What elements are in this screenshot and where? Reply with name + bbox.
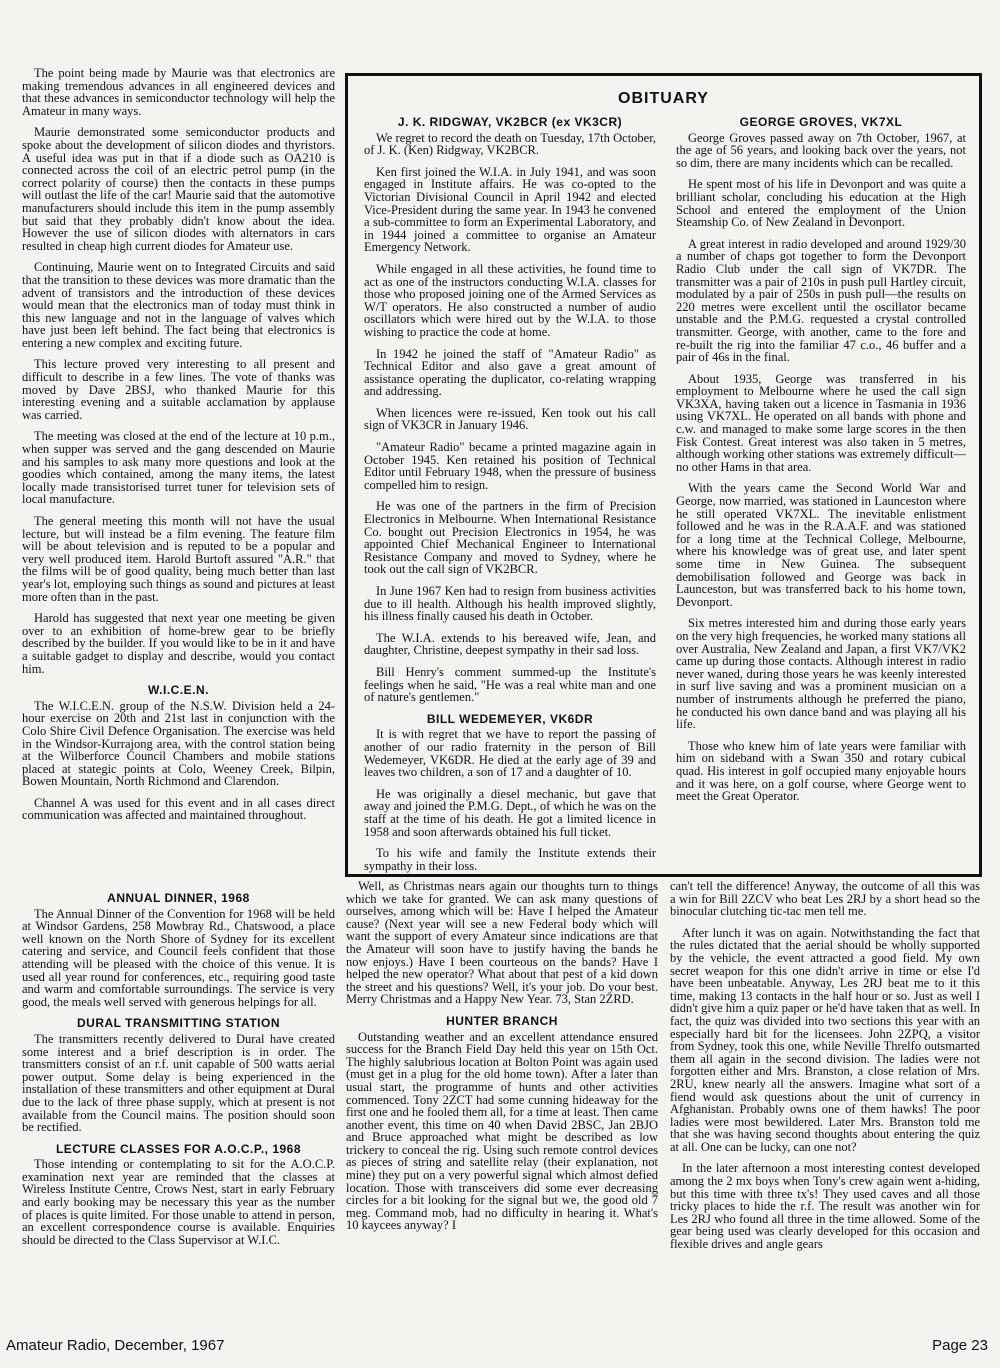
obituary-paragraph: Those who knew him of late years were familiar with him on sideband with a Swan 350 and rotary cubical quad. His interest in golf occupied many enjoyable hours and it was here, on a golf course, where George went to meet the Great Operator. xyxy=(676,738,966,804)
article-paragraph: The transmitters recently delivered to Dural have created some interest and a brief description is in order. The transmitters consist of an r.f. unit capable of 500 watts aerial power output. Some delay is being experienced in the installation of these transmitters and other equipment at Dural due to the lack of three phase supply, which at present is not available from the Council mains. The position should soon be rectified. xyxy=(22,1031,335,1135)
obituary-paragraph: About 1935, George was transferred in his employment to Melbourne where he used the call sign VK3XA, having taken out a licence in Tasmania in 1936 using VK7XL. He operated on all bands with phone and c.w. and managed to make some large scores in the then Fisk Contest. Great interest was also taken in 5 metres, although working other stations was extremely difficult—no other Hams in that area. xyxy=(676,371,966,474)
article-paragraph: In the later afternoon a most interesting contest developed among the 2 mx boys when Tony's crew again went a-hiding, but this time with three tx's! They used caves and all those tricky places to hide the r.f. The result was another win for Les 2RJ who found all three in the time allowed. Some of the gear being used was clearly developed for this occasion and flexible drives and angle gears xyxy=(670,1161,980,1252)
article-paragraph: Well, as Christmas nears again our thoughts turn to things which we take for granted. We can ask many questions of ourselves, among which will be: Have I helped the Amateur cause? (Next year will see a new Federal body which will want the support of every Amateur since indications are that the Amateur will soon have to justify having the bands he now enjoys.) Have I been courteous on the bands? Have I helped the new operator? What about that pest of a kid down the street and his questions? Well, it's your job. Do your best. Merry Christmas and a Happy New Year. 73, Stan 2ZRD. xyxy=(346,879,658,1007)
obituary-paragraph: With the years came the Second World War and George, now married, was stationed in Launceston where he still operated VK7XL. The inevitable enlistment followed and he was in the R.A.A.F. and was stationed for a long time at the Technical College, Melbourne, where his knowledge was of great use, and later spent some time in New Guinea. The subsequent demobilisation followed and George was back in Launceston, but was transferred back to his home town, Devonport. xyxy=(676,481,966,609)
obituary-box xyxy=(345,73,982,877)
article-paragraph: Channel A was used for this event and in all cases direct communication was affected and maintained throughout. xyxy=(22,795,335,823)
article-paragraph: Outstanding weather and an excellent attendance ensured success for the Branch Field Day held this year on 15th Oct. The highly salubrious location at Bolton Point was again used (must get in a plug for the old home town). After a later than usual start, the programme of hunts and other activities commenced. Tony 2ZCT had some cunning hideaway for the first one and he fooled them all, for a time at least. Then came another event, this time on 40 when David 2BSC, Jan 2BJO and Bruce approached what might be described as low trickery to conceal the rig. Using such remote control devices as pieces of string and satellite relay (their explanation, not mine) they put on a very powerful signal which almost defied location. Those with transceivers did some ever decreasing circles for a bit looking for the signal but we, the good old 7 meg. Command mob, had no difficulty in hearing it. What's 10 kaycees anyway? I xyxy=(346,1029,658,1233)
obituary-paragraph: Ken first joined the W.I.A. in July 1941, and was soon engaged in Institute affairs. He was co-opted to the Victorian Divisional Council in April 1942 and elected Vice-President during the same year. In 1943 he convened a sub-committee to form an Experimental Laboratory, and in 1944 joined a committee to organise an Amateur Emergency Network. xyxy=(364,164,656,255)
wicen-heading: W.I.C.E.N. xyxy=(147,683,209,698)
obituary-paragraph: The W.I.A. extends to his bereaved wife, Jean, and daughter, Christine, deepest sympathy in their sad loss. xyxy=(364,630,656,658)
obituary-paragraph: Bill Henry's comment summed-up the Institute's feelings when he said, "He was a real white man and one of nature's gentlemen." xyxy=(364,664,656,705)
wedemeyer-heading: BILL WEDEMEYER, VK6DR xyxy=(426,711,594,726)
right-column xyxy=(670,880,980,1260)
article-paragraph: Those intending or contemplating to sit for the A.O.C.P. examination next year are reminded that the classes at Wireless Institute Centre, Crows Nest, start in early February and early booking may be necessary this year as the number of places is quite limited. For those unable to attend in person, an excellent correspondence course is available. Enquiries should be directed to the Class Supervisor at W.I.C. xyxy=(22,1157,335,1247)
obituary-paragraph: It is with regret that we have to report the passing of another of our radio fraternity in the person of Bill Wedemeyer, VK6DR. He died at the early age of 39 and leaves two children, a son of 17 and a daughter of 10. xyxy=(364,727,656,780)
article-paragraph: The point being made by Maurie was that electronics are making tremendous advances in all engineered devices and that these advances in semiconductor technology will help the Amateur in many ways. xyxy=(22,66,335,118)
article-paragraph: The W.I.C.E.N. group of the N.S.W. Division held a 24-hour exercise on 20th and 21st last in conjunction with the Colo Shire Civil Defence Organisation. The exercise was held in the Windsor-Kurrajong area, with the control station being at the Wilberforce Council Chambers and mobile stations placed at stategic points at Colo, Weeney Creek, Bilpin, Bowen Mountain, North Richmond and Clarendon. xyxy=(22,698,335,789)
obituary-paragraph: Six metres interested him and during those early years on the very high frequencies, he worked many stations all over Australia, New Zealand and Japan, a first VK7/VK2 came up during those contacts. Although interest in radio never waned, during those years he was keenly interested in surf live saving and was a prominent musician on a number of instruments although he preferred the piano, he conducted his own dance band and was playing all his life. xyxy=(676,616,966,732)
left-column xyxy=(22,67,335,831)
obituary-paragraph: A great interest in radio developed and around 1929/30 a number of chaps got together to form the Devonport Radio Club under the call sign of VK7DR. The transmitter was a pair of 210s in push pull Hartley circuit, modulated by a pair of 250s in push pull—the results on 220 metres were excellent until the oscillator became unstable and the P.M.G. requested a crystal controlled transmitter. George, with another, came to the fore and re-built the rig into the familiar 47 c.o., 46 buffer and a pair of 46s in the final. xyxy=(676,236,966,365)
obituary-paragraph: In June 1967 Ken had to resign from business activities due to ill health. Although his health improved slightly, his illness finally caused his death in October. xyxy=(364,584,656,624)
obituary-paragraph: In 1942 he joined the staff of "Amateur Radio" as Technical Editor and also gave a great amount of assistance operating the duplicator, co-relating wrapping and addressing. xyxy=(364,346,656,399)
groves-heading: GEORGE GROVES, VK7XL xyxy=(739,115,903,129)
middle-column xyxy=(346,880,658,1241)
obituary-title: OBITUARY xyxy=(618,90,709,107)
obituary-paragraph: He was originally a diesel mechanic, but gave that away and joined the P.M.G. Dept., of which he was on the staff at the time of his death. He got a limited licence in 1958 and soon afterwards obtained his full ticket. xyxy=(364,786,656,839)
article-paragraph: The meeting was closed at the end of the lecture at 10 p.m., when supper was served and the gang descended on Maurie and his samples to ask many more questions and look at the goodies which contained, among the many items, the latest locally made transistorised turret tuner for television sets of local manufacture. xyxy=(22,429,335,507)
dinner-heading: ANNUAL DINNER, 1968 xyxy=(107,891,250,905)
article-paragraph: After lunch it was on again. Notwithstanding the fact that the rules dictated that the aerial should be wholly supported by the vehicle, the event attracted a good field. My own secret weapon for this one didn't arrive in time or else I'd have been unbeatable. Anyway, Les 2RJ beat me to it this time, making 13 contacts in the half hour or so. Just as well I didn't give him a quiz paper or he'd have taken that as well. In fact, the quiz was divided into two sections this year with an especially hard bit for the licensees. John 2ZPQ, a visitor from Sydney, took this one, while Neville Threlfo outsmarted them all again in the second division. The ladies were not forgotten either and Mrs. Branston, a close relation of Mrs. 2RU, knew nearly all the answers. Imagine what sort of a fiend would ask questions about the unit of currency in Afghanistan. Probably owns one of them hawks! The poor ladies were most bewildered. Later Mrs. Branston told me that she was having second thoughts about entering the quiz at all. One can be lucky, can one not? xyxy=(670,925,980,1154)
article-paragraph: The general meeting this month will not have the usual lecture, but will instead be a film evening. The feature film will be about television and is reputed to be a popular and very well produced item. Harold Burtoft assured "A.R." that the films will be of good quality, being much better than last year's lot, employing such things as sound and pictures at least more often than in the past. xyxy=(22,514,335,604)
article-paragraph: This lecture proved very interesting to all present and difficult to describe in a few lines. The vote of thanks was moved by Dave 2BSJ, who thanked Maurie for this interesting evening and a suitable acclamation by applause was carried. xyxy=(22,357,335,422)
obituary-paragraph: "Amateur Radio" became a printed magazine again in October 1945. Ken retained his position of Technical Editor until February 1948, when the pressure of business compelled him to resign. xyxy=(364,440,656,492)
hunter-heading: HUNTER BRANCH xyxy=(446,1013,558,1028)
article-paragraph: Maurie demonstrated some semiconductor products and spoke about the development of silicon diodes and thyristors. A useful idea was put in that if a diode such as OA210 is connected across the coil of an electric petrol pump (in the correct polarity of course) then the contacts in these pumps will outlast the life of the car! Maurie said that the automotive manufacturers should include this item in the pump assembly but said that they probably didn't know about the idea. However the use of silicon diodes with alternators in cars resulted in cheap high current diodes for Amateur use. xyxy=(22,125,335,253)
article-paragraph: can't tell the difference! Anyway, the outcome of all this was a win for Bill 2ZCV who beat Les 2RJ by a short head so the binocular clutching tic-tac men tell me. xyxy=(670,879,980,919)
obituary-left-column xyxy=(364,110,656,881)
obituary-paragraph: When licences were re-issued, Ken took out his call sign of VK3CR in January 1946. xyxy=(364,405,656,433)
article-paragraph: Continuing, Maurie went on to Integrated Circuits and said that the transition to these devices was more dramatic than the advent of transistors and the introduction of these devices would mean that the electronics man of today must think in this new language and not in the language of valves which have just been left behind. The fact being that electronics is entering a new complex and exciting future. xyxy=(22,260,335,350)
obituary-paragraph: George Groves passed away on 7th October, 1967, at the age of 56 years, and looking back over the years, not so dim, there are many incidents which can be recalled. xyxy=(676,130,966,170)
obituary-paragraph: He spent most of his life in Devonport and was quite a brilliant scholar, concluding his education at the High School and entered the employment of the Union Steamship Co. of New Zealand in Devonport. xyxy=(676,177,966,230)
footer-page-number: Page 23 xyxy=(932,1337,988,1354)
obituary-paragraph: He was one of the partners in the firm of Precision Electronics in Melbourne. When International Resistance Co. bought out Precision Electronics in 1954, he was appointed Chief Mechanical Engineer to International Resistance Company and moved to Sydney, where he took out the call sign of VK2BCR. xyxy=(364,499,656,577)
obituary-right-column xyxy=(676,110,966,812)
obituary-paragraph: We regret to record the death on Tuesday, 17th October, of J. K. (Ken) Ridgway, VK2BCR. xyxy=(364,130,656,158)
obituary-paragraph: To his wife and family the Institute extends their sympathy in their loss. xyxy=(364,846,656,873)
footer-publication: Amateur Radio, December, 1967 xyxy=(6,1337,225,1354)
obituary-paragraph: While engaged in all these activities, he found time to act as one of the instructors conducting W.I.A. classes for those who proposed joining one of the Armed Services as W/T operators. He also constructed a number of audio oscillators which were hired out by the W.I.A. to those wishing to practice the code at home. xyxy=(364,261,656,339)
dural-heading: DURAL TRANSMITTING STATION xyxy=(77,1016,280,1031)
lower-left-column xyxy=(22,886,335,1255)
lecture-heading: LECTURE CLASSES FOR A.O.C.P., 1968 xyxy=(55,1141,302,1156)
article-paragraph: Harold has suggested that next year one meeting be given over to an exhibition of home-brew gear to be briefly described by the builder. If you would like to be in it and have a suitable gadget to display and describe, would you contact him. xyxy=(22,611,335,676)
ridgway-heading: J. K. RIDGWAY, VK2BCR (ex VK3CR) xyxy=(397,115,623,129)
article-paragraph: The Annual Dinner of the Convention for 1968 will be held at Windsor Gardens, 258 Mowbray Rd., Chatswood, a place well known on the North Shore of Sydney for its excellent catering and service, and Council feels confident that those attending will be pleased with the choice of this venue. It is used all year round for conferences, etc., requiring good taste and warm and comfortable surroundings. The service is very good, the meals well served with generous helpings for all. xyxy=(22,906,335,1009)
